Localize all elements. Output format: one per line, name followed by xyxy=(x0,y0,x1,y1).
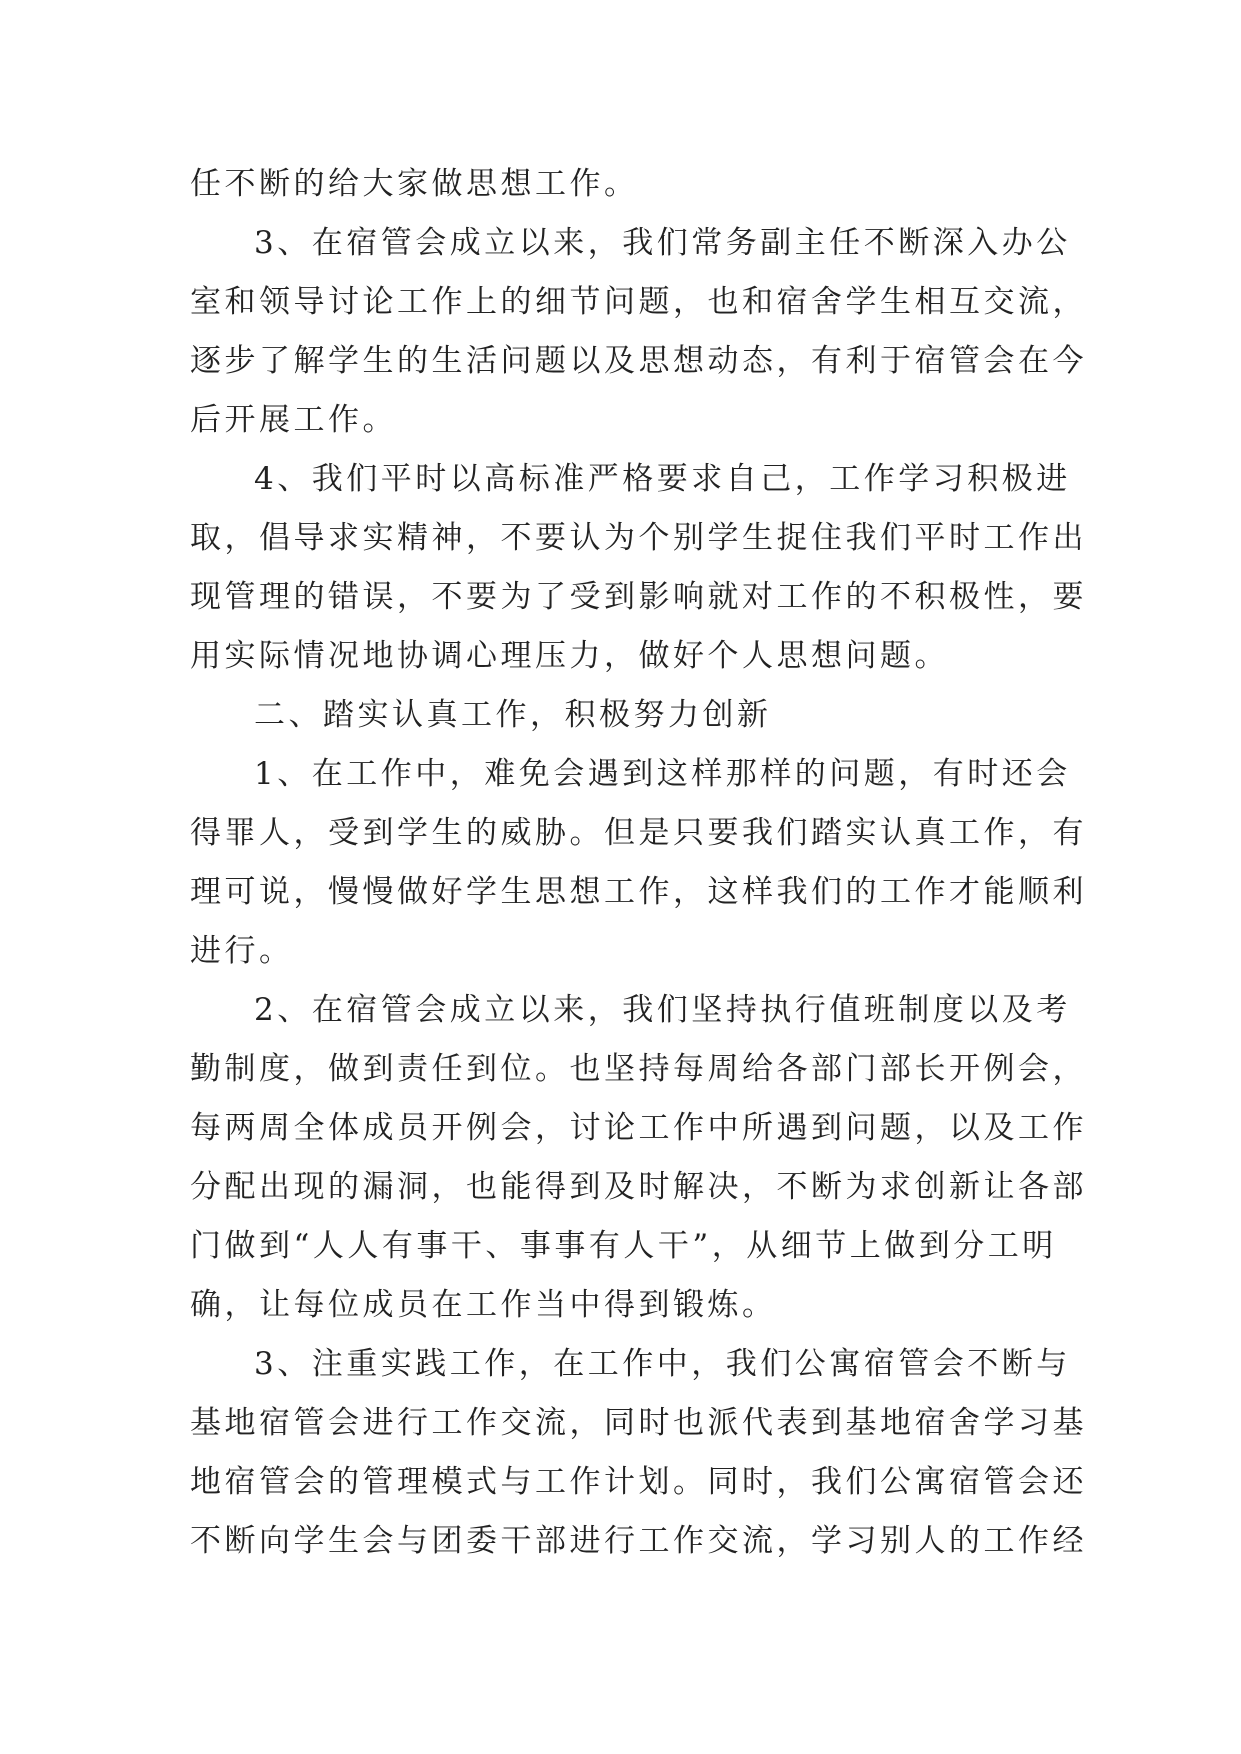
text-line: 室和领导讨论工作上的细节问题，也和宿舍学生相互交流， xyxy=(190,284,1087,320)
text-line: 进行。 xyxy=(190,933,294,969)
text-line: 勤制度，做到责任到位。也坚持每周给各部门部长开例会， xyxy=(190,1051,1087,1087)
text-line: 二、踏实认真工作，积极努力创新 xyxy=(254,697,772,733)
text-line: 2、在宿管会成立以来，我们坚持执行值班制度以及考 xyxy=(254,992,1071,1028)
text-line: 1、在工作中，难免会遇到这样那样的问题，有时还会 xyxy=(254,756,1071,792)
text-line: 3、在宿管会成立以来，我们常务副主任不断深入办公 xyxy=(254,225,1071,261)
text-line: 得罪人，受到学生的威胁。但是只要我们踏实认真工作，有 xyxy=(190,815,1087,851)
text-line: 用实际情况地协调心理压力，做好个人思想问题。 xyxy=(190,638,949,674)
text-line: 现管理的错误，不要为了受到影响就对工作的不积极性，要 xyxy=(190,579,1087,615)
text-line: 3、注重实践工作，在工作中，我们公寓宿管会不断与 xyxy=(254,1346,1071,1382)
text-line: 不断向学生会与团委干部进行工作交流，学习别人的工作经 xyxy=(190,1523,1087,1559)
text-line: 后开展工作。 xyxy=(190,402,397,438)
text-line: 地宿管会的管理模式与工作计划。同时，我们公寓宿管会还 xyxy=(190,1464,1087,1500)
text-line: 门做到“人人有事干、事事有人干”，从细节上做到分工明 xyxy=(190,1228,1057,1264)
text-line: 理可说，慢慢做好学生思想工作，这样我们的工作才能顺利 xyxy=(190,874,1087,910)
text-line: 确，让每位成员在工作当中得到锻炼。 xyxy=(190,1287,777,1323)
text-line: 逐步了解学生的生活问题以及思想动态，有利于宿管会在今 xyxy=(190,343,1087,379)
text-line: 每两周全体成员开例会，讨论工作中所遇到问题，以及工作 xyxy=(190,1110,1087,1146)
text-line: 4、我们平时以高标准严格要求自己，工作学习积极进 xyxy=(254,461,1071,497)
text-line: 取，倡导求实精神，不要认为个别学生捉住我们平时工作出 xyxy=(190,520,1087,556)
text-line: 分配出现的漏洞，也能得到及时解决，不断为求创新让各部 xyxy=(190,1169,1087,1205)
text-line: 基地宿管会进行工作交流，同时也派代表到基地宿舍学习基 xyxy=(190,1405,1087,1441)
text-line: 任不断的给大家做思想工作。 xyxy=(190,166,639,202)
document-body xyxy=(190,155,1087,1571)
